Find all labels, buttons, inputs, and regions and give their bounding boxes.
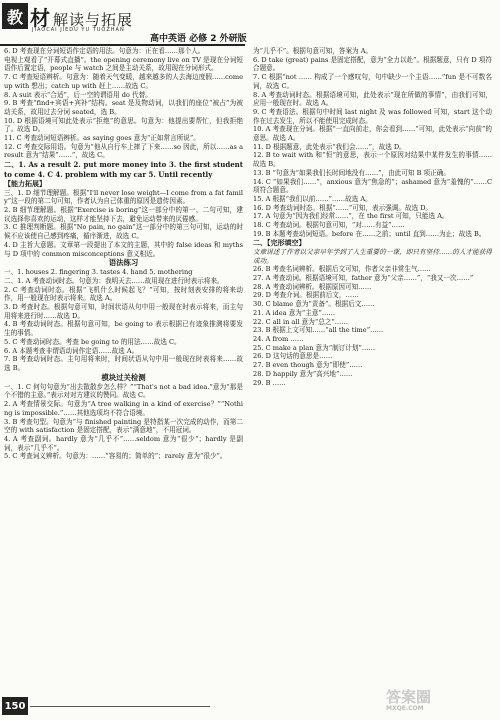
left-column xyxy=(4,47,243,694)
answer-paragraph: 9. B 考查“find+宾语+宾补”结构。seat 是及物动词，以我们的座位“被占”为被动关系，故用过去分词 seated，选 B。 xyxy=(4,99,243,116)
brand-sub: 解读与拓展 xyxy=(53,11,134,29)
edition-label: 高中英语 必修 2 外研版 xyxy=(150,34,247,44)
answer-paragraph: 电视上观看了“开幕式直播”。the opening ceremony live on TV 是现在分词短语作后置定语，people 与 watch 之间是主动关系，故用现在分词形式。 xyxy=(4,55,243,73)
answer-paragraph: 28. A 考查动词辨析。根据原因可知…… xyxy=(253,282,372,291)
answer-paragraph: 15. A 根据“我们以前……”……故选 A。 xyxy=(253,194,372,203)
answer-paragraph: 二、1. A 考查动词时态。句意为：我明天去……故用现在进行时表示将来。 xyxy=(4,276,224,285)
answer-paragraph: 14. C “如果我们……”，anxious 意为“焦急的”；ashamed 意为“羞愧的”……C 项符合题意。 xyxy=(253,177,492,195)
answer-paragraph: 11. D 根据题意，此处表示“我们会……”，故选 D。 xyxy=(253,142,406,151)
answer-paragraph: 一、1. C 何句句意为“出去散散步怎么样？”“That's not a bad idea.”意为“那是个不错的主意。”表示对对方建议的赞同。故选 C。 xyxy=(4,382,243,400)
answer-paragraph: 为“儿乎不”。根据句意可知，答案为 A。 xyxy=(253,47,373,55)
answer-paragraph: 7. C 根据“not …… 构成了一个感叹句，句中缺少一个主语……”fun 是不可数名词，故选 C。 xyxy=(253,73,492,90)
answer-paragraph: 【能力拓展】 xyxy=(4,179,46,189)
answer-columns xyxy=(4,47,496,694)
answer-paragraph: 10. D 根据语境可知此处表示“拒绝”的意思。句意为：他提出要帮忙，但我拒绝了。故选 D。 xyxy=(4,116,243,134)
answer-paragraph: 4. D 主旨大意题。文章第一段提出了本文的主题，其中的 false ideas 和 myths 与 D 项中的 common misconceptions 意义相近。 xyxy=(4,240,243,258)
answer-paragraph: 三、1. D 细节理解题。根据“I'll never lose weight—I come from a fat family”这一段的第二句可知，作者认为自己体重的原因是遗传因素。 xyxy=(4,188,243,206)
answer-paragraph: 6. D 考查现在分词短语作定语的用法。句意为：正在看……那个人。 xyxy=(4,47,205,55)
answer-paragraph: 文章讲述了作者以父亲早年学到了人生重要的一课，即只有坚持……的人才能获得成功。 xyxy=(253,247,492,265)
page-header xyxy=(0,0,500,46)
answer-paragraph: 2. B 细节理解题。根据“Exercise is boring”这一部分中的第一、二句可知，建议选择你喜欢的运动，这样才能坚持下去，避免运动带来的厌倦感。 xyxy=(4,206,243,223)
answer-paragraph: 30. C blame 意为“责备”。根据后文…… xyxy=(253,300,375,309)
page-number: 150 xyxy=(2,697,28,715)
answer-paragraph: 5. C 考查词义辨析。句意为：……“容易的；简单的”；rarely 意为“很少”。 xyxy=(4,452,227,461)
answer-paragraph: 语法练习 xyxy=(108,258,139,268)
answer-paragraph: 22. C all in all 意为“总之”…… xyxy=(253,317,348,326)
answer-paragraph: 2. C 考查动词时态。根据“飞机什么时候起飞？”可知，按时刻表安排的将来动作，用一般现在时表示将来。故选 A。 xyxy=(4,285,243,303)
answer-paragraph: 二、1. As a result 2. put more money into 3. the first student to come 4. C 4. problem with my car 5. Until recently xyxy=(4,160,243,179)
watermark xyxy=(386,690,496,716)
answer-paragraph: 7. C 考查短语辨析。句意为：随着天气变暖，越来越多的人去海边度假……come up with 想出；catch up with 赶上……故选 C。 xyxy=(4,73,243,90)
answer-paragraph: 28. D happily 意为“高兴地”…… xyxy=(253,369,353,378)
watermark-text: 答案圈 xyxy=(386,688,432,706)
answer-paragraph: 4. B 考查动词时态。根据句意可知，be going to 表示根据已有迹象推测将要发生的事情。 xyxy=(4,320,243,338)
answer-paragraph: 16. D 考查动词时态。根据“……”可知，表示强调。故选 D。 xyxy=(253,203,433,212)
answer-paragraph: 8. A suit 表示“合适”，后一空的谓语用 do 代替。 xyxy=(4,90,152,99)
answer-paragraph: 6. A 本题考查非谓语动词作定语……故选 A。 xyxy=(4,346,139,355)
answer-paragraph: 26. B 考查名词辨析。根据后文可知，作者父亲非常生气…… xyxy=(253,265,431,274)
answer-paragraph: 7. B 考查动词时态。主句用将来时，时间状语从句中用一般现在时表将来……故选 B。 xyxy=(4,355,243,372)
answer-paragraph: 二、【完形填空】 xyxy=(253,238,306,248)
logo-icon: 教 xyxy=(2,3,28,29)
answer-paragraph: 5. C 考查动词时态。考查 be going to 的用法……故选 C。 xyxy=(4,337,181,346)
answer-paragraph: 29. B …… xyxy=(253,378,286,387)
watermark-sub: MXQE.COM xyxy=(386,705,424,712)
answer-paragraph: 27. B even though 意为“即使”…… xyxy=(253,361,363,370)
answer-paragraph: 3. B 考查句型。句意为“与 finished painting 是特指某一次完成的动作，而第二空的 with satisfaction 是固定搭配，表示“满意地”，不用冠词。 xyxy=(4,417,243,435)
answer-paragraph: 6. D take (great) pains 是固定搭配，意为“全力以赴”。根据题意，只有 D 项符合题意。 xyxy=(253,55,492,73)
answer-paragraph: 21. A idea 意为“主意”…… xyxy=(253,308,336,317)
answer-paragraph: 一、1. houses 2. fingering 3. tastes 4. hand 5. mothering xyxy=(4,268,193,277)
answer-paragraph: 25. C make a plan 意为“制订计划”…… xyxy=(253,343,376,352)
answer-paragraph: 3. D 考查时态。根据句意可知，时间状语从句中用一般现在时表示将来，而主句用将来进行时……故选 D。 xyxy=(4,303,243,320)
answer-paragraph: 12. B to wait with 和“恒”的意思，表示一个原因对结果中某件发生的事情……故选 B。 xyxy=(253,151,492,169)
answer-paragraph: 模块过关检测 xyxy=(101,372,146,382)
header-divider xyxy=(0,44,245,46)
answer-paragraph: 2. A 考查情景交际。句意为“A tree walking in a kind of exercise？”“Nothing is impossible.”……其他选项均不符合语境。 xyxy=(4,400,243,417)
answer-paragraph: 10. A 考查现在分词。根据“一直向前走，你会看到……”可知，此处表示“向前”的意思。故选 A。 xyxy=(253,125,492,143)
answer-paragraph: 27. A 考查动词。根据语境可知，father 意为“父亲……”，“我又一次……” xyxy=(253,274,474,283)
brand-main: 材 xyxy=(30,6,51,30)
answer-paragraph: 19. B 本题考查动词短语。before 在……之前；until 直到……为止；故选 B。 xyxy=(253,229,486,238)
answer-paragraph: 17. A 句意为“因为我们经常……”，在 the first 可知，只能选 A。 xyxy=(253,212,449,221)
footer-divider xyxy=(30,706,210,707)
answer-paragraph: 24. A from …… xyxy=(253,335,304,343)
answer-paragraph: 11. C 考查动词短语辨析。as saying goes 意为“正如常言所说”。 xyxy=(4,134,200,143)
brand-pinyin: JIAOCAI JIEDU YU TUOZHAN xyxy=(32,27,125,33)
answer-paragraph: 9. C 考查语法。根据句中时间 last night 及 was followed 可知，start 这个动作在过去发生，所以不能使用完成时态。 xyxy=(253,107,492,125)
answer-paragraph: 12. C 考查交际用语。句意为“他从自行车上摔了下来……so 因此，所以……as a result 意为“结果”……”，故选 C。 xyxy=(4,142,243,160)
answer-paragraph: 3. C 推理判断题。根据“No pain, no gain”这一部分中的第三句可知，运动的时候不应该使自己感到疼痛，循序渐进，故选 C。 xyxy=(4,223,243,241)
answer-paragraph: 23. B 根据上文可知……“all the time”…… xyxy=(253,326,384,335)
answer-paragraph: 26. D 这句话的意思是…… xyxy=(253,352,333,361)
answer-paragraph: 18. C 考查动词。根据句意可知，“对……有益”…… xyxy=(253,221,405,230)
answer-paragraph: 29. D 考查介词。根据前后文，…… xyxy=(253,291,359,300)
answer-paragraph: 13. B “句意为“如果我们长时间地没有……”，由此可知 B 项正确。 xyxy=(253,168,450,177)
answer-paragraph: 4. A 考查副词。hardly 意为“几乎不”……seldom 意为“很少”；hardly 是副词，表示“几乎不”。 xyxy=(4,434,243,452)
right-column xyxy=(253,47,492,694)
answer-paragraph: 8. A 考查动词时态。根据语境可知，此处表示“现在所做的事情”，由我们可知，应用一般现在时。故选 A。 xyxy=(253,90,492,108)
